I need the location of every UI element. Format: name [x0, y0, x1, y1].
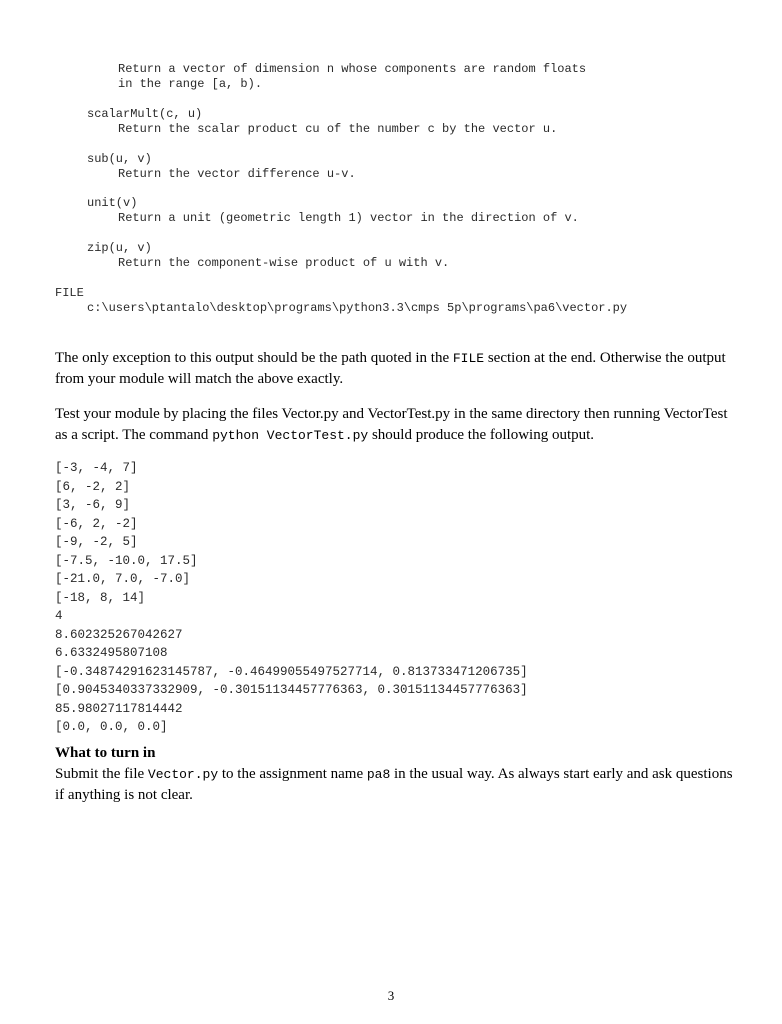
output-line: 8.602325267042627 [55, 627, 183, 642]
output-line: [-9, -2, 5] [55, 535, 138, 549]
output-line: 85.98027117814442 [55, 701, 183, 716]
random-description-line-1: Return a vector of dimension n whose components are random floats [118, 62, 587, 76]
output-line: [0.0, 0.0, 0.0] [55, 720, 168, 734]
turn-in-heading: What to turn in [55, 745, 156, 761]
file-label: FILE [55, 286, 84, 300]
exception-text-b: section at the end. Otherwise the output from your module will match the above exactly. [55, 350, 726, 387]
output-line: [0.9045340337332909, -0.30151134457776363, 0.30151134457776363] [55, 683, 528, 697]
turn-in-text-b: to the assignment name [218, 766, 367, 782]
output-line: [-0.34874291623145787, -0.46499055497527714, 0.813733471206735] [55, 664, 528, 679]
output-line: [-21.0, 7.0, -7.0] [55, 572, 191, 586]
output-line: [-18, 8, 14] [55, 590, 146, 605]
output-line: [3, -6, 9] [55, 498, 131, 512]
output-line: 6.6332495807108 [55, 646, 168, 660]
scalarmult-description: Return the scalar product cu of the number c by the vector u. [118, 122, 558, 136]
unit-signature: unit(v) [87, 196, 138, 210]
sub-description: Return the vector difference u-v. [118, 167, 356, 181]
zip-description: Return the component-wise product of u with v. [118, 256, 450, 270]
assignment-name-code: pa8 [366, 767, 391, 782]
output-line: [-3, -4, 7] [55, 461, 138, 475]
file-code: FILE [452, 351, 485, 366]
expected-output-block [55, 459, 528, 737]
turn-in-text [55, 764, 735, 806]
command-code: python VectorTest.py [212, 428, 369, 443]
sub-signature: sub(u, v) [87, 152, 152, 166]
unit-description: Return a unit (geometric length 1) vector in the direction of v. [118, 211, 579, 225]
output-line: [6, -2, 2] [55, 479, 131, 494]
output-line: 4 [55, 609, 63, 623]
test-text-a: Test your module by placing the files Vector.py and VectorTest.py in the same directory then running VectorTest as a script. The command [55, 406, 728, 443]
exception-text-a: The only exception to this output should be the path quoted in the [55, 350, 453, 366]
turn-in-text-c: in the usual way. As always start early and ask questions if anything is not clear. [55, 766, 733, 803]
zip-signature: zip(u, v) [87, 241, 152, 255]
vector-file-code: Vector.py [147, 767, 219, 782]
output-line: [-6, 2, -2] [55, 516, 138, 531]
test-text-b: should produce the following output. [368, 427, 595, 443]
file-path: c:\users\ptantalo\desktop\programs\python3.3\cmps 5p\programs\pa6\vector.py [87, 301, 628, 315]
exception-paragraph [55, 348, 735, 390]
turn-in-text-a: Submit the file [55, 766, 148, 782]
output-line: [-7.5, -10.0, 17.5] [55, 553, 198, 568]
scalarmult-signature: scalarMult(c, u) [87, 107, 203, 121]
test-instructions-paragraph [55, 404, 735, 446]
turn-in-section [55, 743, 735, 806]
page-number: 3 [387, 988, 395, 1003]
random-description-line-2: in the range [a, b). [118, 77, 263, 91]
